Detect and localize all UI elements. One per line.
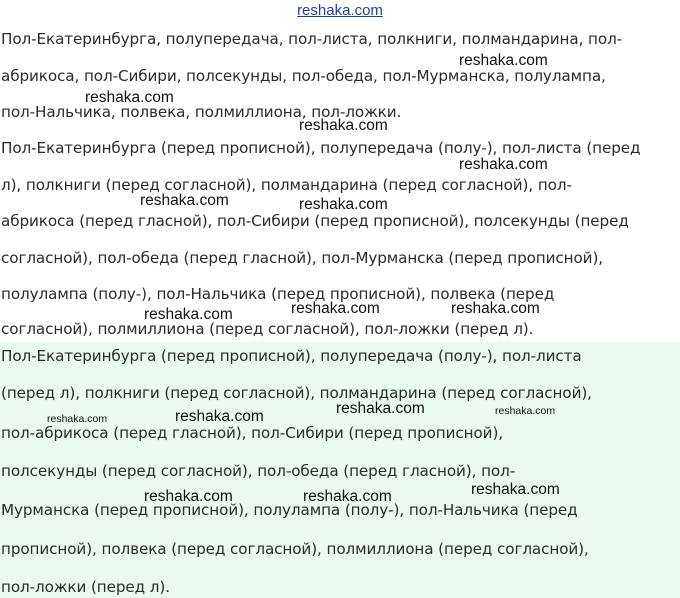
text-line: полулампа (полу-), пол-Нальчика (перед прописной), полвека (перед [1, 285, 555, 303]
watermark-text: reshaka.com [291, 300, 380, 317]
watermark-text: reshaka.com [299, 117, 388, 134]
text-line: абрикоса (перед гласной), пол-Сибири (перед прописной), полсекунды (перед [1, 212, 629, 230]
text-line: Пол-Екатеринбурга, полупередача, пол-листа, полкниги, полмандарина, пол- [1, 30, 623, 48]
watermark-text: reshaka.com [144, 488, 233, 505]
watermark-text: reshaka.com [303, 488, 392, 505]
text-line: полсекунды (перед согласной), пол-обеда (перед гласной), пол- [1, 462, 516, 480]
text-line: (перед л), полкниги (перед согласной), полмандарина (перед согласной), [1, 384, 592, 402]
text-line: согласной), полмиллиона (перед согласной), пол-ложки (перед л). [1, 320, 534, 338]
original-text-block [0, 28, 680, 130]
watermark-text: reshaka.com [495, 405, 556, 417]
watermark-text: reshaka.com [140, 192, 229, 209]
watermark-text: reshaka.com [459, 52, 548, 69]
text-line: пол-ложки (перед л). [1, 578, 170, 596]
text-line: пол-абрикоса (перед гласной), пол-Сибири (перед прописной), [1, 424, 503, 442]
site-link[interactable]: reshaka.com [297, 2, 383, 19]
watermark-text: reshaka.com [471, 481, 560, 498]
text-line: абрикоса, пол-Сибири, полсекунды, пол-обеда, пол-Мурманска, полулампа, [1, 67, 606, 85]
watermark-text: reshaka.com [299, 196, 388, 213]
watermark-text: reshaka.com [144, 306, 233, 323]
text-line: Пол-Екатеринбурга (перед прописной), полупередача (полу-), пол-листа [1, 347, 582, 365]
watermark-text: reshaka.com [459, 156, 548, 173]
text-line: л), полкниги (перед согласной), полмандарина (перед согласной), пол- [1, 176, 572, 194]
text-line: прописной), полвека (перед согласной), полмиллиона (перед согласной), [1, 540, 589, 558]
watermark-text: reshaka.com [336, 400, 425, 417]
watermark-text: reshaka.com [451, 300, 540, 317]
watermark-text: reshaka.com [85, 89, 174, 106]
watermark-text: reshaka.com [175, 408, 264, 425]
highlighted-answer-block [0, 342, 680, 598]
site-header [0, 0, 680, 28]
text-line: Пол-Екатеринбурга (перед прописной), полупередача (полу-), пол-листа (перед [1, 139, 641, 157]
text-line: пол-Нальчика, полвека, полмиллиона, пол-ложки. [1, 103, 402, 121]
text-line: Мурманска (перед прописной), полулампа (полу-), пол-Нальчика (перед [1, 501, 578, 519]
watermark-text: reshaka.com [47, 413, 108, 425]
text-line: согласной), пол-обеда (перед гласной), пол-Мурманска (перед прописной), [1, 249, 603, 267]
